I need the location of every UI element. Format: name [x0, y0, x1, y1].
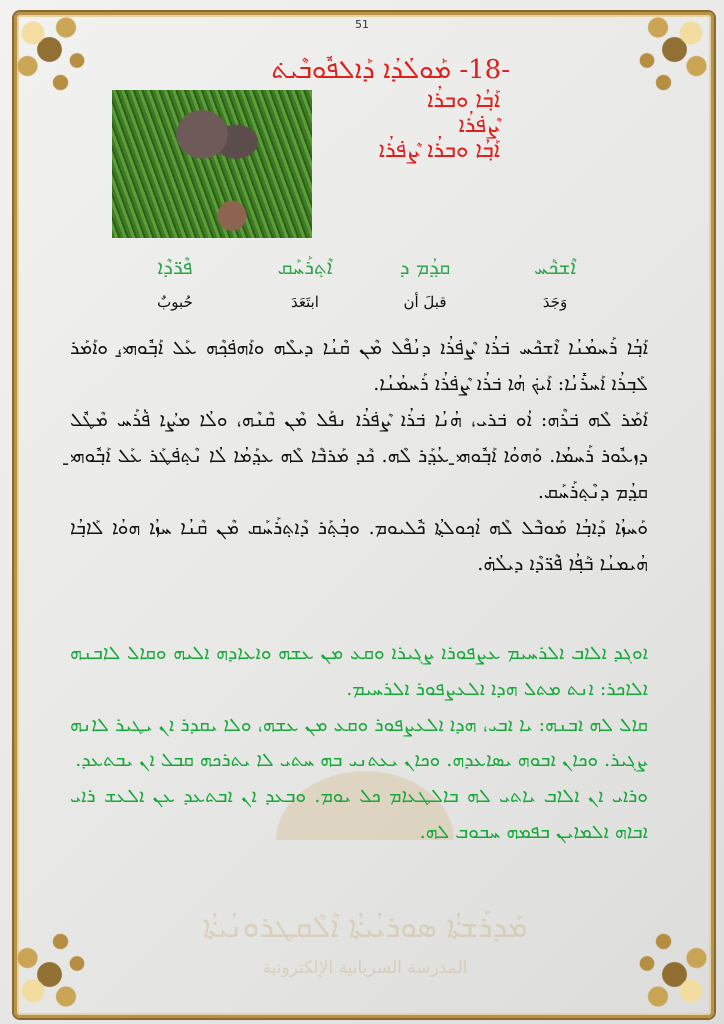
paragraph: ܩܐܠ ܠܗ ܐܒܢܗ: ܝܐ ܐܒܝ، ܗܕܐ ܐܠܥܨܦܘܪ ܘܩܥ ܡܢ ܥܫܗ، ܘܠܐ ܝܩܕܪ ܐܢ ܝܛܝܪ ܠܐܢܗ ܨܓܝܪ. ܘܟܐܢ ܐܒܘܗ ܝܣܐܥܕܗ. ܘܟܐܢ ܝܥܬܢܝ ܒܗ ܚܬܝ ܠܐ ܝܬܪܟܗ ܩܒܠ ܐܢ ܝܒܬܥܕ. [70, 713, 648, 772]
paragraph: ܐܰܡܰܪ ܠܶܗ ܒ݁ܪܶܗ: ܐܳܘ ܒ݁ܪܝ، ܗܳܢܳܐ ܒ݁ܪܳܐ ܨܶܦ݁ܪܳܐ ܢܦܰܠ ܡܶܢ ܩܶܢܶܗ، ܘܠܳܐ ܡܨܳܐ ܦ݁ܳܪܰܚ ܡܶܛܽܠ ܕܙܥܽܘܪ ܪܰܚܡܳܐ. ܘܰܗܘܳܐ ܐܰܒ݂ܽܘܗ̱ܝ ܥܳܕ݂ܰܪ ܠܶܗ. ܟ݁ܰܕ ܡܰܪܒ݁ܶܐ ܠܶܗ ܥܕ݂ܰܡܳܐ ܠܳܐ ܢܶܬ݂ܦ݁ܛܰܪ ܥܰܠ ܐܰܒ݂ܽܘܗ̱ܝ ܩܕ݂ܳܡ ܕܢܶܬ݂ܪܰܚܰܩ. [70, 409, 648, 503]
lesson-title: -18- ܡܰܘܠܳܕܳܐ ܕܰܐܠܦܽܘܒܶܝܬ݁ [271, 55, 510, 85]
vocab-arabic: وَجَدَ [542, 293, 568, 311]
paragraph: ܐܘܓܕ ܐܠܐܒ ܐܠܪܚܝܡ ܥܨܦܘܪܐ ܨܓܝܪܐ ܘܩܥ ܡܢ ܥܫܗ ܘܐܥܐܕܗ ܐܠܝܗ ܘܩܐܠ ܠܐܒܢܗ ܐܠܐܟܪ: ܐܢܬ ܡܬܠ ܗܕܐ ܐܠܥܨܦܘܪ ܐܠܪܚܝܡ. [70, 642, 648, 700]
syriac-story-text [70, 330, 648, 582]
lesson-subtitle-vocalized: ܐܰܒ݂ܳܐ ܘܒܪܳܐ ܨܶܦ݁ܪܳܐ [427, 88, 500, 138]
vocab-syriac: ܐܶܫܟ݁ܰܚ [534, 255, 576, 279]
paragraph: ܘܰܚܙܳܐ ܕܰܐܒ݂ܳܐ ܡܰܘܒ݁ܶܠ ܠܶܗ ܐܳܟ݂ܘܠܬ݂ܳܐ ܟ݁ܽܠܝܘܡ. ܘܒ݂ܳܬ݂ܰܪ ܕܶܐܬ݂ܪܰܚܰܩ ܡܶܢ ܩܶܢܳܐ ܚܙܳܐ ܗܘܳܐ ܠܰܐܒ݂ܳܐ ܗܳܝܡܢܳܐ ܒ݁ܰܦ݂ܳܐ ܦ݁ܶܪ̈ܕܶܐ ܕܝܠܳܗ̇. [70, 517, 648, 575]
vocab-syriac: ܐܶܬ݂ܪܰܚܰܩ [277, 255, 333, 279]
vocab-item [370, 255, 480, 311]
sparrow-chicks-photo [112, 90, 312, 238]
vocab-arabic: ابتَعَدَ [291, 293, 319, 311]
ornament-corner-top-right [614, 0, 724, 110]
paragraph: ܐܰܒ݂ܳܐ ܪܰܚܡܳܢܳܐ ܐܶܫܟ݁ܰܚ ܒ݁ܪܳܐ ܨܶܦ݁ܪܳܐ ܕܢܳܦܶܠ ܡܶܢ ܩܶܢܳܐ ܕܝܠܶܗ ܘܐܰܗܦ݁ܟ݂ܶܗ ܥܰܠ ܐܰܒ݂ܽܘܗ̱ܝ، ܘܐܰܡܰܪ ܠܰܒ݂ܪܳܐ ܐܰܚܪܺܢܳܐ: ܐܰܝܟ݁ ܗܳܐ ܒ݁ܪܳܐ ܨܶܦ݁ܪܳܐ ܪܰܚܡܳܢܳܐ. [70, 337, 648, 395]
ornament-corner-top-left [0, 0, 110, 110]
vocab-syriac: ܦܶܪ̈ܕܶܐ [157, 255, 193, 279]
garshuni-story-text [70, 636, 648, 851]
page-number: 51 [355, 18, 369, 31]
paragraph: ܘܪܐܝ ܐܢ ܐܠܐܒ ܝܐܬܝ ܠܗ ܒܐܠܛܥܐܡ ܟܠ ܝܘܡ. ܘܒܥܕ ܐܢ ܐܒܬܥܕ ܥܢ ܐܠܥܫ ܪܐܝ ܐܒܐܗ ܐܠܡܐܝܢ ܒܦܡܗ ܚܒܘܒ ܠܗ. [70, 785, 648, 843]
vocab-item [500, 255, 610, 311]
vocab-item [120, 255, 230, 311]
ornament-corner-bottom-left [0, 914, 110, 1024]
ornament-corner-bottom-right [614, 914, 724, 1024]
watermark-syriac-text: ܡܰܕܪܰܫܬ݁ܳܐ ܣܘܪܝܳܝܬ݁ܳܐ ܐܶܠܶܩܛܪܘܢܳܝܬ݁ܳܐ [202, 910, 528, 945]
lesson-subtitle-alt-script: ܐܰܒ݂ܳܐ ܘܒܪܳܐ ܨܶܦ݁ܪܳܐ [378, 138, 500, 163]
vocabulary-list [120, 255, 620, 325]
vocab-syriac: ܩܕ݂ܳܡ ܕ [399, 255, 451, 279]
vocab-item [250, 255, 360, 311]
vocab-arabic: حُبوبٌ [157, 293, 193, 311]
vocab-arabic: قبلَ أن [403, 293, 447, 311]
watermark-arabic-text: المدرسة السريانية الإلكترونية [262, 958, 468, 978]
